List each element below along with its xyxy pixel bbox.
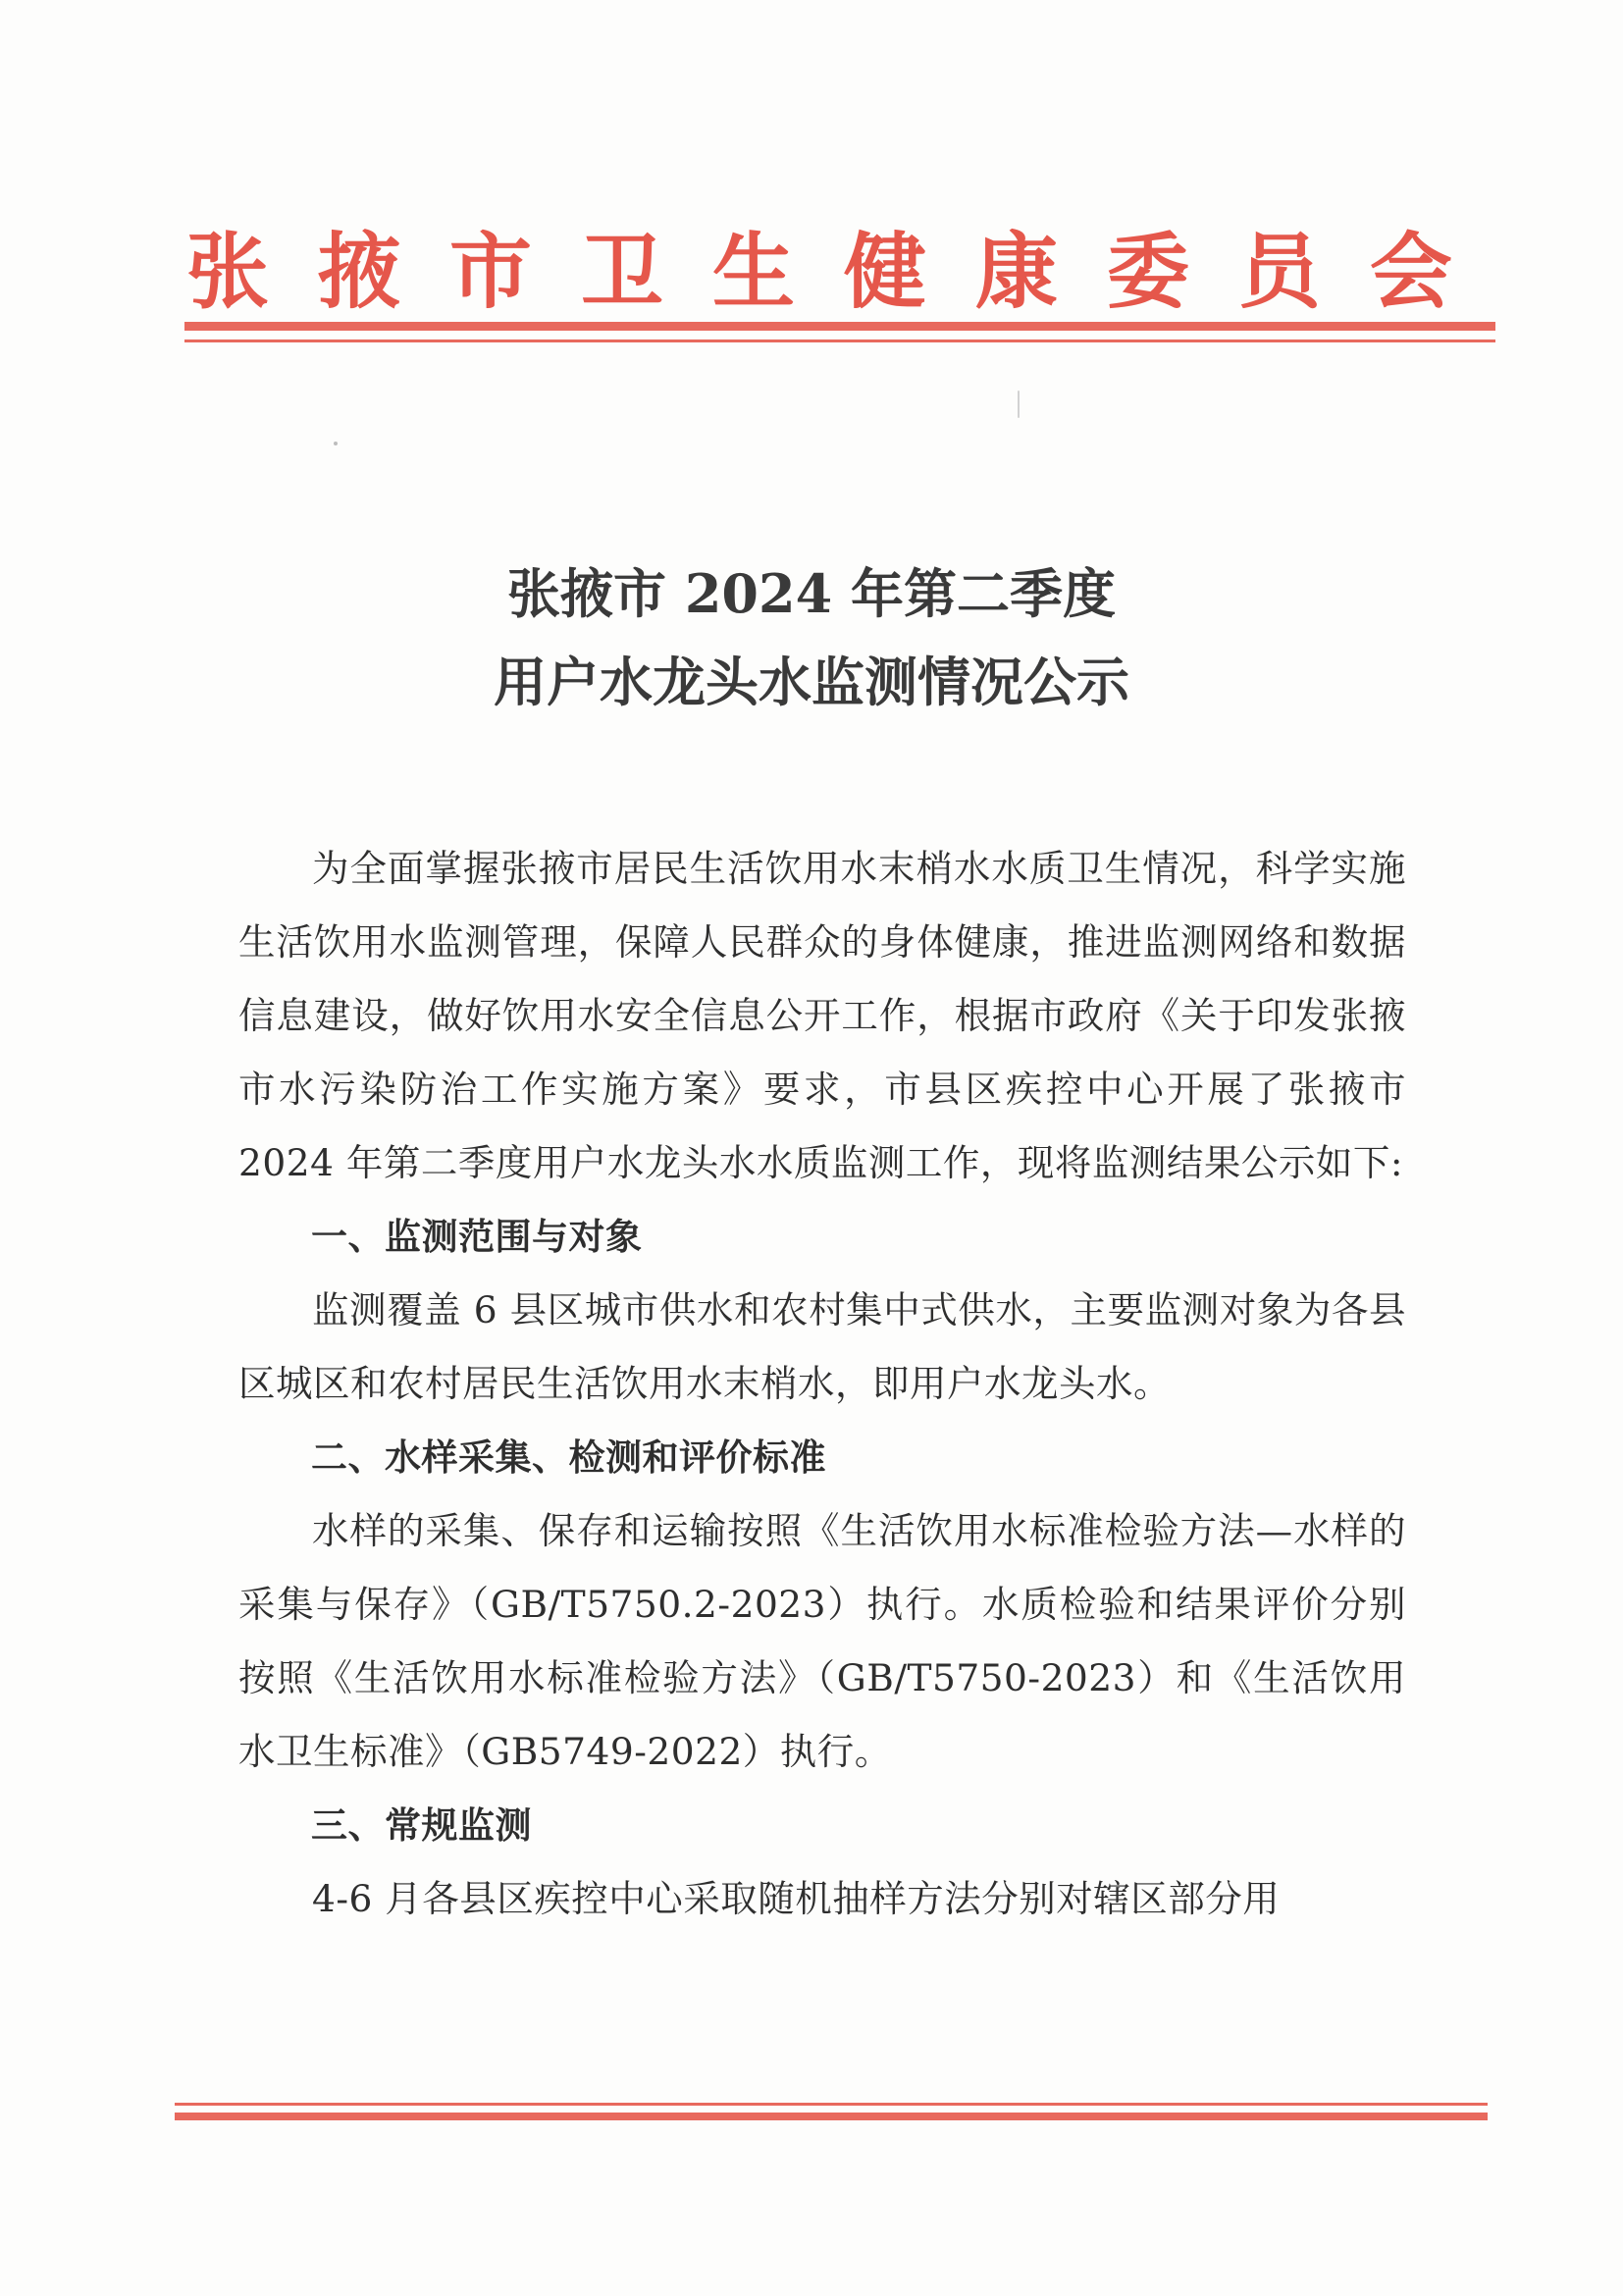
scan-speck	[334, 442, 338, 445]
org-name-char: 卫	[580, 222, 663, 320]
section-3-paragraph: 4-6 月各县区疾控中心采取随机抽样方法分别对辖区部分用	[312, 1877, 1281, 1920]
document-title-line-1: 张掖市 2024 年第二季度	[507, 562, 1116, 625]
org-name-char: 市	[448, 222, 532, 320]
org-name-char: 健	[843, 222, 926, 320]
document-title-line-2: 用户水龙头水监测情况公示	[494, 651, 1129, 713]
org-name-char: 掖	[317, 222, 400, 320]
intro-paragraph: 为全面掌握张掖市居民生活饮用水末梢水水质卫生情况，科学实施生活饮用水监测管理，保障人民群众的身体健康，推进监测网络和数据信息建设，做好饮用水安全信息公开工作，根据市政府《关于印发张掖市水污染防治工作实施方案》要求，市县区疾控中心开展了张掖市 2024 年第二季度用户水龙头水水质监测工作，现将监测结果公示如下:	[238, 847, 1406, 1184]
scan-speck	[1018, 391, 1020, 418]
org-name-char: 员	[1237, 222, 1321, 320]
document-body	[238, 832, 1406, 1936]
letterhead-divider-thick	[184, 322, 1495, 331]
section-1-heading: 一、监测范围与对象	[311, 1216, 643, 1258]
section-2-paragraph: 水样的采集、保存和运输按照《生活饮用水标准检验方法—水样的采集与保存》（GB/T5750.2-2023）执行。水质检验和结果评价分别按照《生活饮用水标准检验方法》（GB/T5750-2023）和《生活饮用水卫生标准》（GB5749-2022）执行。	[238, 1509, 1406, 1773]
footer-divider-thin	[175, 2103, 1488, 2106]
org-name-char: 会	[1369, 222, 1452, 320]
org-name-char: 委	[1106, 222, 1189, 320]
section-3-heading: 三、常规监测	[311, 1804, 532, 1847]
section-2-heading: 二、水样采集、检测和评价标准	[311, 1436, 826, 1479]
letterhead-divider-thin	[184, 339, 1495, 342]
org-name-char: 张	[186, 222, 270, 320]
org-name-char: 康	[974, 222, 1058, 320]
org-name-char: 生	[711, 222, 795, 320]
letterhead-org-name	[186, 211, 1452, 319]
footer-divider-thick	[175, 2113, 1488, 2120]
section-1-paragraph: 监测覆盖 6 县区城市供水和农村集中式供水，主要监测对象为各县区城区和农村居民生活饮用水末梢水，即用户水龙头水。	[238, 1288, 1406, 1405]
